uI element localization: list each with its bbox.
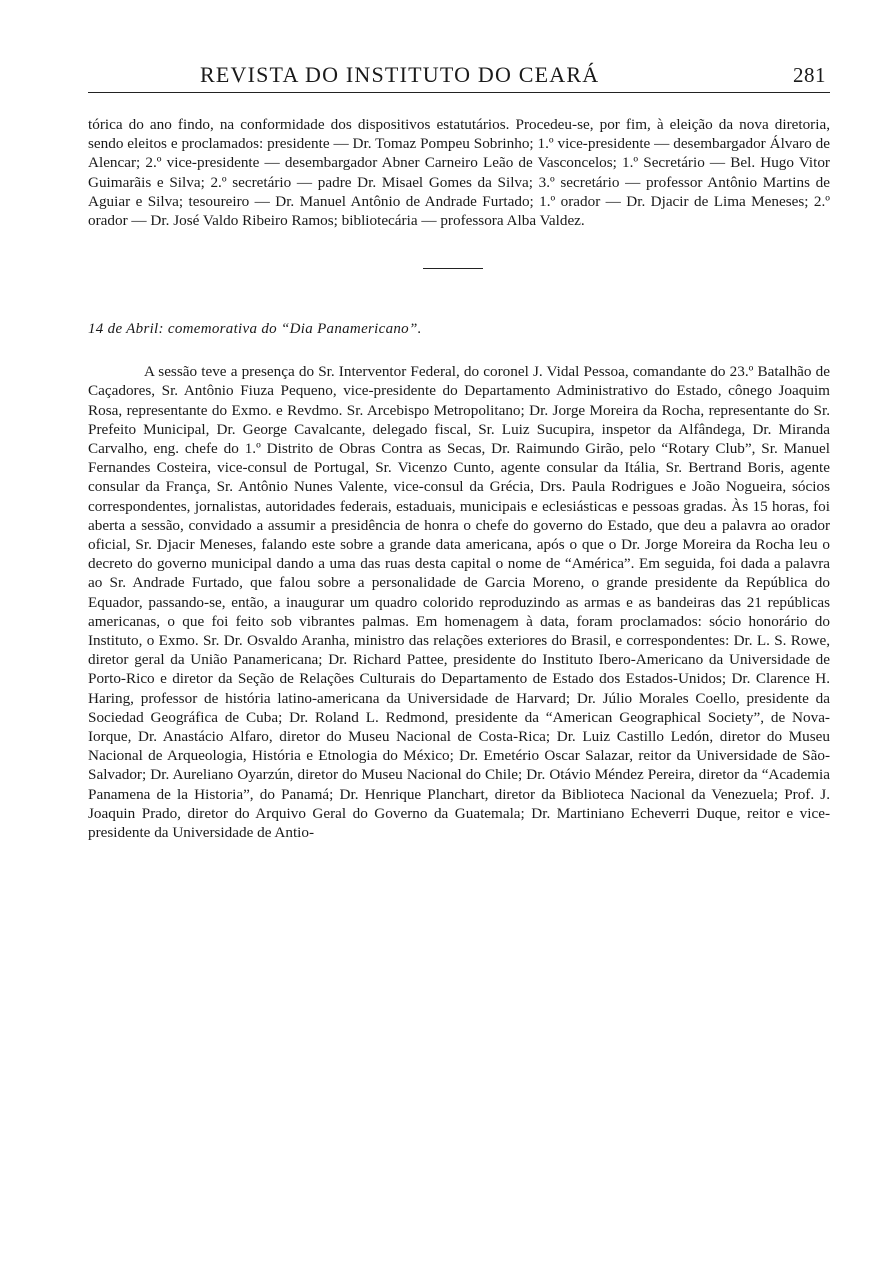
page-number: 281 <box>793 63 826 87</box>
journal-title: REVISTA DO INSTITUTO DO CEARÁ <box>200 62 600 87</box>
document-page <box>88 62 830 842</box>
session-paragraph: A sessão teve a presença do Sr. Interventor Federal, do coronel J. Vidal Pessoa, comandante do 23.º Batalhão de Caçadores, Sr. Antônio Fiuza Pequeno, vice-presidente do Departamento Administrativo do Estado, cônego Joaquim Rosa, representante do Exmo. e Revdmo. Sr. Arcebispo Metropolitano; Dr. Jorge Moreira da Rocha, representante do Sr. Prefeito Municipal, Dr. George Cavalcante, delegado fiscal, Sr. Luiz Sucupira, inspetor da Alfândega, Dr. Miranda Carvalho, eng. chefe do 1.º Distrito de Obras Contra as Secas, Dr. Raimundo Girão, pelo “Rotary Club”, Sr. Manuel Fernandes Costeira, vice-consul de Portugal, Sr. Vicenzo Cunto, agente consular da Itália, Sr. Bertrand Boris, agente consular da França, Sr. Antônio Nunes Valente, vice-consul da Grécia, Drs. Paula Rodrigues e João Nogueira, sócios correspondentes, jornalistas, autoridades federais, estaduais, municipais e eclesiásticas e pessoas gradas. Às 15 horas, foi aberta a sessão, convidado a assumir a presidência de honra o chefe do governo do Estado, que deu a palavra ao orador oficial, Sr. Djacir Meneses, falando este sobre a grande data americana, após o que o Dr. Jorge Moreira da Rocha leu o decreto do governo municipal dando a uma das ruas desta capital o nome de “América”. Em seguida, foi dada a palavra ao Sr. Andrade Furtado, que falou sobre a personalidade de Garcia Moreno, o grande presidente da República do Equador, passando-se, então, a inaugurar um quadro colorido reproduzindo as armas e as bandeiras das 21 repúblicas americanas, o que foi feito sob vibrantes palmas. Em homenagem à data, foram proclamados: sócio honorário do Instituto, o Exmo. Sr. Dr. Osvaldo Aranha, ministro das relações exteriores do Brasil, e correspondentes: Dr. L. S. Rowe, diretor geral da União Panamericana; Dr. Richard Pattee, presidente do Instituto Ibero-Americano da Universidade de Porto-Rico e diretor da Seção de Relações Culturais do Departamento de Estado dos Estados-Unidos; Dr. Clarence H. Haring, professor de história latino-americana da Universidade de Harvard; Dr. Júlio Morales Coello, presidente da Sociedad Geográfica de Cuba; Dr. Roland L. Redmond, presidente da “American Geographical Society”, de Nova-Iorque, Dr. Anastácio Alfaro, diretor do Museu Nacional de Costa-Rica; Dr. Luiz Castillo Ledón, diretor do Museu Nacional de Arqueologia, História e Etnologia do México; Dr. Emetério Oscar Salazar, reitor da Universidade de São-Salvador; Dr. Aureliano Oyarzún, diretor do Museu Nacional do Chile; Dr. Otávio Méndez Pereira, diretor da “Academia Panamena de la Historia”, do Panamá; Dr. Henrique Planchart, diretor da Biblioteca Nacional da Venezuela; Prof. J. Joaquin Prado, diretor do Arquivo Geral do Governo da Guatemala; Dr. Martiniano Echeverri Duque, reitor e vice-presidente da Universidade de Antio- <box>88 363 830 842</box>
section-separator <box>423 268 483 269</box>
section-heading: 14 de Abril: comemorativa do “Dia Panamericano”. <box>88 321 422 338</box>
running-head <box>88 62 830 93</box>
election-paragraph: tórica do ano findo, na conformidade dos dispositivos estatutários. Procedeu-se, por fim, à eleição da nova diretoria, sendo eleitos e proclamados: presidente — Dr. Tomaz Pompeu Sobrinho; 1.º vice-presidente — desembargador Álvaro de Alencar; 2.º vice-presidente — desembargador Abner Carneiro Leão de Vasconcelos; 1.º Secretário — Bel. Hugo Vitor Guimarãis e Silva; 2.º secretário — padre Dr. Misael Gomes da Silva; 3.º secretário — professor Antônio Martins de Aguiar e Silva; tesoureiro — Dr. Manuel Antônio de Andrade Furtado; 1.º orador — Dr. Djacir de Lima Meneses; 2.º orador — Dr. José Valdo Ribeiro Ramos; bibliotecária — professora Alba Valdez. <box>88 116 830 230</box>
